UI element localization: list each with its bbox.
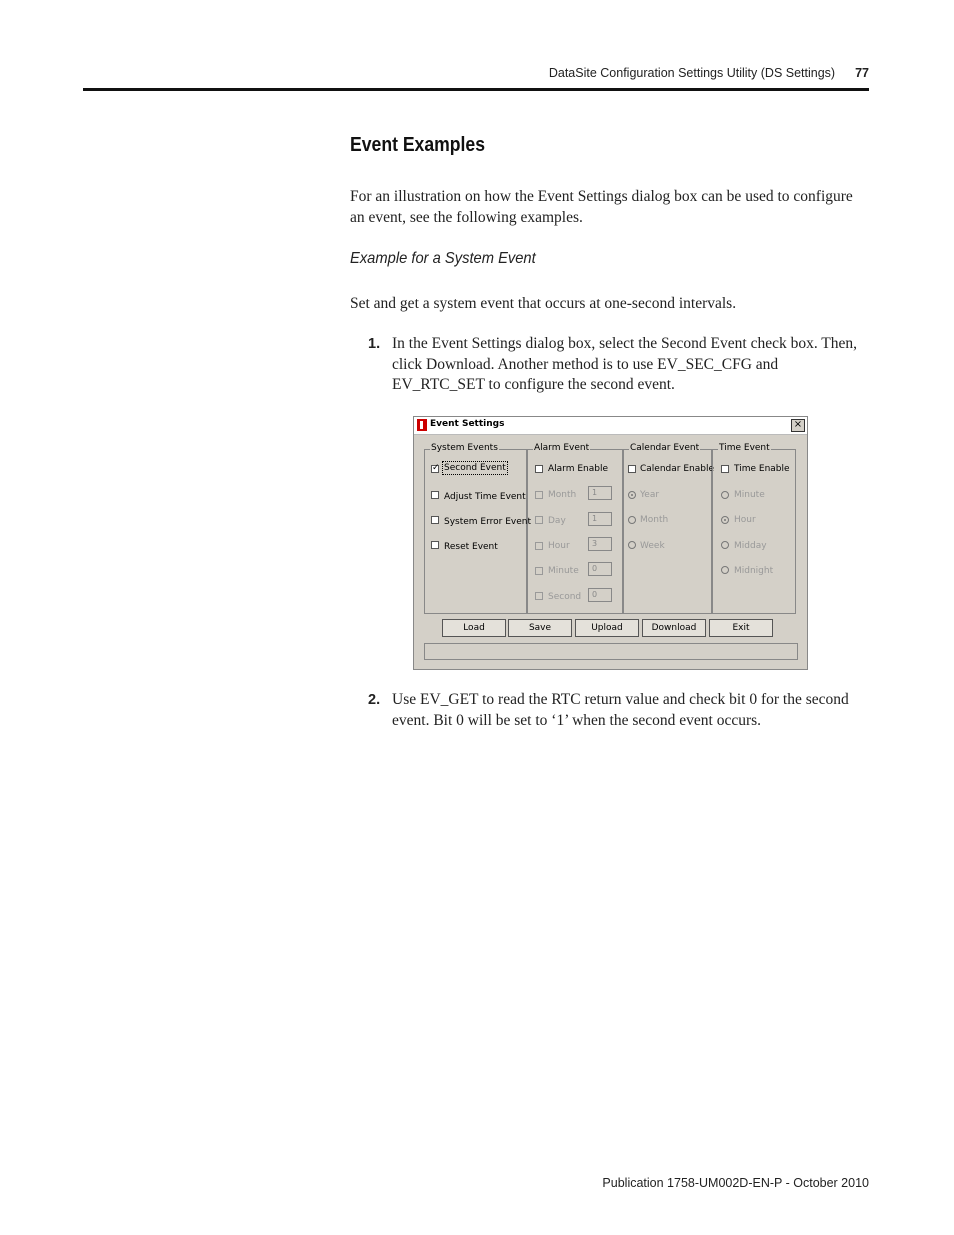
group-legend: System Events — [431, 443, 498, 453]
lead-paragraph: Set and get a system event that occurs at one-second intervals. — [350, 295, 737, 312]
week-radio[interactable] — [628, 541, 636, 549]
checkbox-label: System Error Event — [444, 517, 532, 527]
day-input[interactable]: 1 — [588, 512, 612, 526]
dialog-title: Event Settings — [430, 419, 505, 429]
month-radio[interactable] — [628, 516, 636, 524]
year-radio[interactable] — [628, 491, 636, 499]
event-settings-dialog — [413, 416, 808, 670]
step-text: In the Event Settings dialog box, select the Second Event check box. Then, click Download. Another method is to use EV_SEC_CFG and EV_RTC_SET to configure the second event. — [392, 335, 858, 393]
checkbox-label: Calendar Enable — [640, 464, 714, 474]
step-1 — [368, 334, 868, 396]
publication-footer: Publication 1758-UM002D-EN-P - October 2010 — [602, 1176, 869, 1190]
time-enable-checkbox[interactable] — [721, 465, 729, 473]
minute-checkbox[interactable] — [535, 567, 543, 575]
radio-label: Month — [640, 515, 669, 525]
checkbox-label: Second — [548, 592, 582, 602]
step-2 — [368, 690, 868, 731]
second-input[interactable]: 0 — [588, 588, 612, 602]
alarm-event-group — [527, 443, 623, 614]
calendar-enable-checkbox[interactable] — [628, 465, 636, 473]
step-text: Use EV_GET to read the RTC return value and check bit 0 for the second event. Bit 0 will be set to ‘1’ when the second event occurs. — [392, 691, 849, 729]
checkbox-label: Day — [548, 516, 566, 526]
adjust-time-event-checkbox[interactable] — [431, 491, 439, 499]
time-event-group — [712, 443, 796, 614]
calendar-event-group — [623, 443, 714, 614]
status-bar — [424, 643, 798, 660]
header-rule — [83, 88, 869, 91]
alarm-enable-checkbox[interactable] — [535, 465, 543, 473]
radio-label: Year — [640, 490, 660, 500]
app-icon — [417, 419, 427, 431]
month-checkbox[interactable] — [535, 491, 543, 499]
reset-event-checkbox[interactable] — [431, 541, 439, 549]
save-button[interactable]: Save — [508, 619, 572, 637]
load-button[interactable]: Load — [442, 619, 506, 637]
running-title: DataSite Configuration Settings Utility (DS Settings) — [548, 66, 836, 80]
download-button[interactable]: Download — [642, 619, 706, 637]
minute-radio[interactable] — [721, 491, 729, 499]
system-events-group — [424, 443, 532, 614]
midday-radio[interactable] — [721, 541, 729, 549]
radio-label: Week — [640, 541, 665, 551]
running-header — [549, 66, 869, 80]
radio-label: Midnight — [734, 566, 774, 576]
checkbox-label: Adjust Time Event — [444, 492, 526, 502]
checkbox-label: Second Event — [444, 463, 506, 473]
checkbox-label: Reset Event — [444, 542, 498, 552]
step-number: 1. — [368, 336, 381, 352]
system-error-event-checkbox[interactable] — [431, 516, 439, 524]
dialog-titlebar — [414, 417, 807, 435]
day-checkbox[interactable] — [535, 516, 543, 524]
radio-label: Minute — [734, 490, 765, 500]
checkbox-label: Alarm Enable — [548, 464, 608, 474]
hour-radio[interactable] — [721, 516, 729, 524]
checkbox-label: Hour — [548, 541, 570, 551]
page-number: 77 — [855, 66, 869, 80]
group-legend: Alarm Event — [534, 443, 590, 453]
radio-label: Hour — [734, 515, 756, 525]
group-legend: Calendar Event — [630, 443, 700, 453]
step-number: 2. — [368, 692, 381, 708]
exit-button[interactable]: Exit — [709, 619, 773, 637]
month-input[interactable]: 1 — [588, 486, 612, 500]
second-checkbox[interactable] — [535, 592, 543, 600]
intro-paragraph: For an illustration on how the Event Settings dialog box can be used to configure an event, see the following examples. — [350, 188, 853, 226]
checkbox-label: Minute — [548, 566, 579, 576]
close-icon[interactable]: × — [791, 419, 805, 432]
hour-checkbox[interactable] — [535, 542, 543, 550]
midnight-radio[interactable] — [721, 566, 729, 574]
second-event-checkbox[interactable] — [431, 465, 439, 473]
section-title: Event Examples — [350, 134, 486, 156]
example-subheading: Example for a System Event — [350, 250, 536, 267]
group-legend: Time Event — [719, 443, 770, 453]
radio-label: Midday — [734, 541, 767, 551]
hour-input[interactable]: 3 — [588, 537, 612, 551]
minute-input[interactable]: 0 — [588, 562, 612, 576]
checkbox-label: Month — [548, 490, 577, 500]
checkbox-label: Time Enable — [734, 464, 790, 474]
upload-button[interactable]: Upload — [575, 619, 639, 637]
